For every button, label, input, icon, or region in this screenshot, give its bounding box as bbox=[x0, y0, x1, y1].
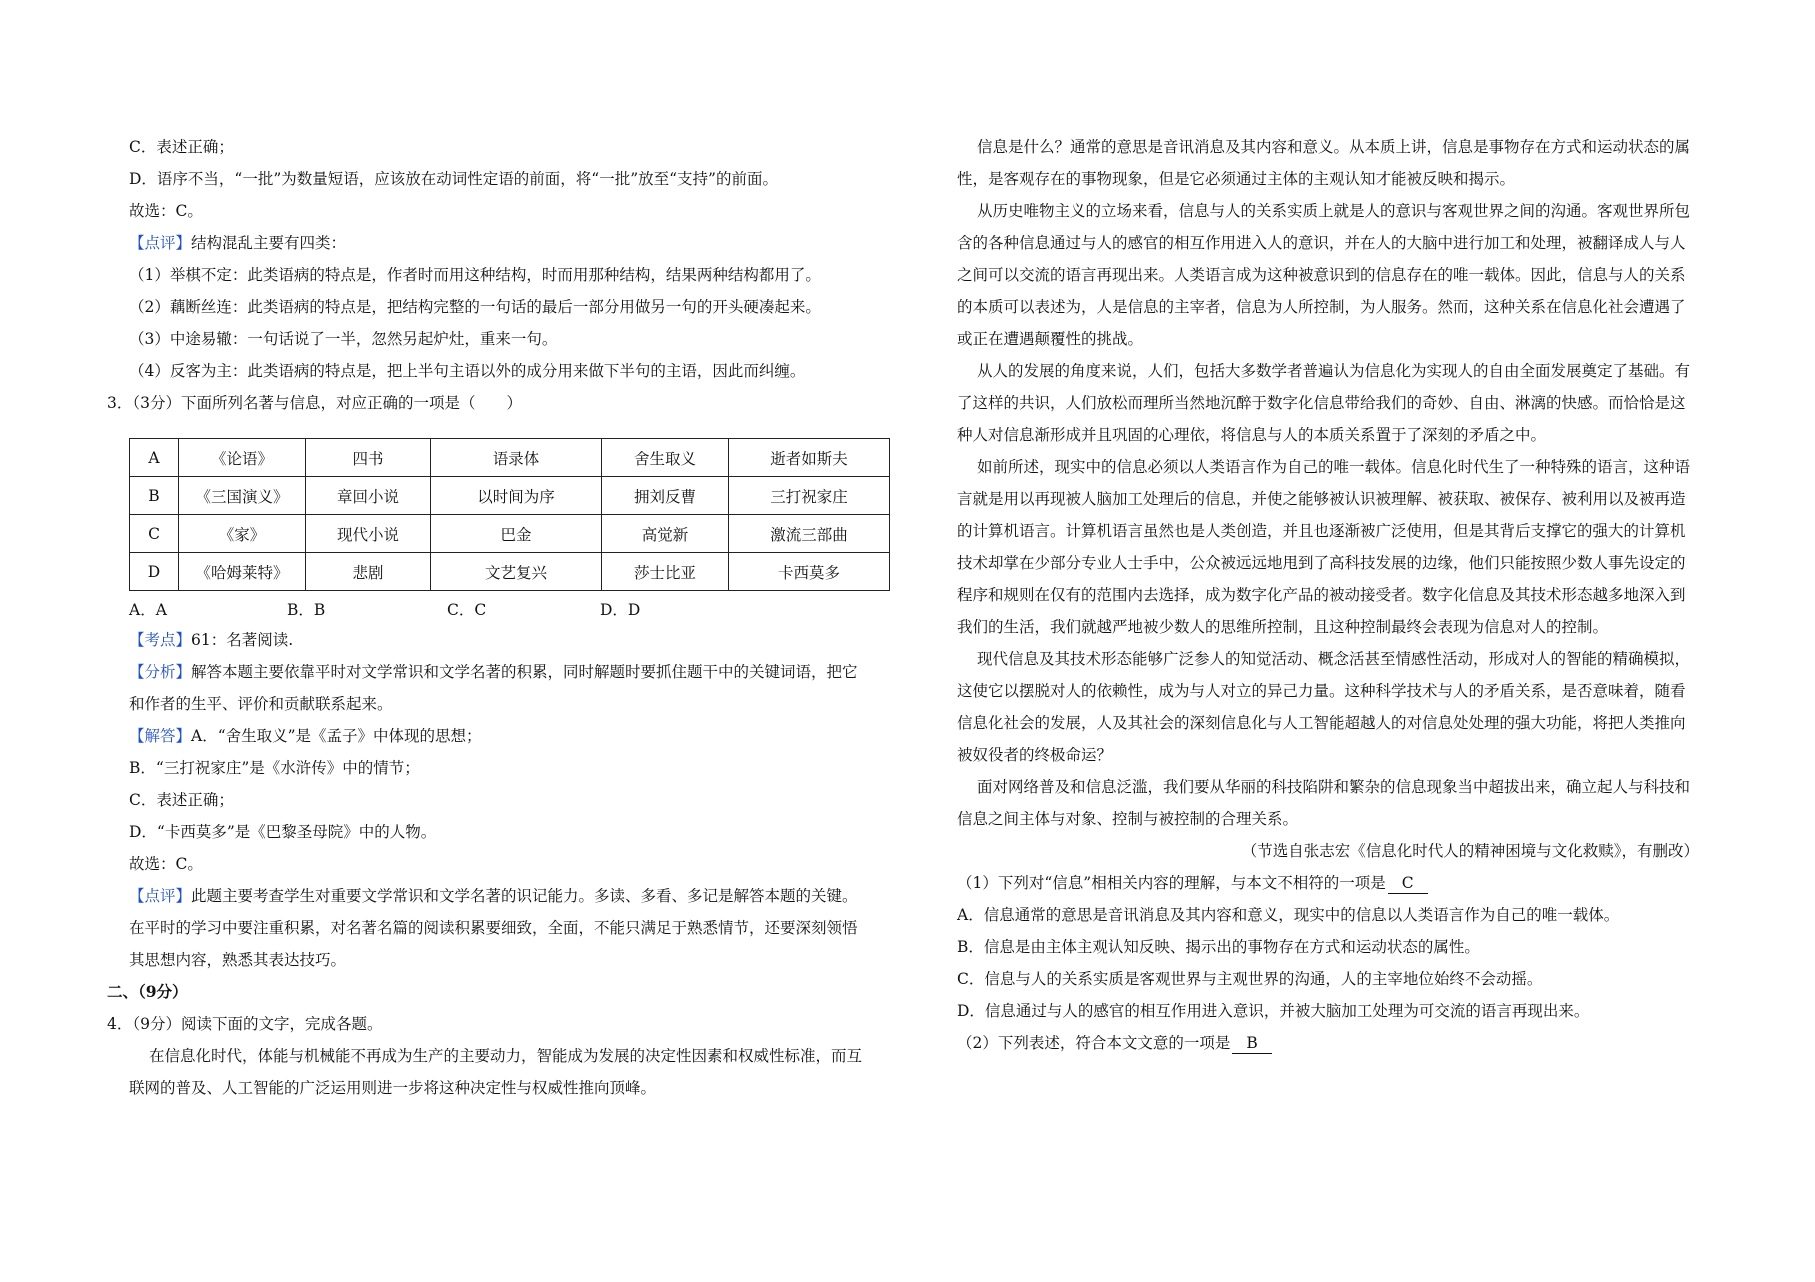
choice-b: B．信息是由主体主观认知反映、揭示出的事物存在方式和运动状态的属性。 bbox=[957, 938, 1480, 956]
text-line: 言就是用以再现被人脑加工处理后的信息，并使之能够被认识被理解、被获取、被保存、被利用以及被再造 bbox=[957, 490, 1686, 508]
table-cell: D bbox=[130, 553, 179, 591]
text-line: 在信息化时代，体能与机械能不再成为生产的主要动力，智能成为发展的决定性因素和权威性标准，而互 bbox=[149, 1047, 863, 1065]
table-cell: 四书 bbox=[306, 439, 431, 477]
table-cell: 卡西莫多 bbox=[729, 553, 890, 591]
table-cell: 逝者如斯夫 bbox=[729, 439, 890, 477]
text-line: 如前所述，现实中的信息必须以人类语言作为自己的唯一载体。信息化时代生了一种特殊的语言，这种语 bbox=[977, 458, 1691, 476]
text-line: C．表述正确； bbox=[129, 138, 234, 156]
text-line: 种人对信息渐形成并且巩固的心理依，将信息与人的本质关系置于了深刻的矛盾之中。 bbox=[957, 426, 1547, 444]
table-cell: 文艺复兴 bbox=[431, 553, 602, 591]
text-line: 故选：C。 bbox=[129, 855, 203, 873]
jieda-tag: 【解答】 bbox=[129, 727, 192, 745]
table-cell: 激流三部曲 bbox=[729, 515, 890, 553]
table-cell: 巴金 bbox=[431, 515, 602, 553]
table-cell: 悲剧 bbox=[306, 553, 431, 591]
question-4: 4．（9分）阅读下面的文字，完成各题。 bbox=[107, 1015, 383, 1033]
option-c: C．C bbox=[447, 601, 487, 619]
text-line: 在平时的学习中要注重积累，对名著名篇的阅读积累要细致，全面，不能只满足于熟悉情节，还要深刻领悟 bbox=[129, 919, 858, 937]
table-cell: 舍生取义 bbox=[602, 439, 729, 477]
text-line: 的本质可以表述为，人是信息的主宰者，信息为人所控制，为人服务。然而，这种关系在信息化社会遭遇了 bbox=[957, 298, 1686, 316]
answer-blank: C bbox=[1388, 873, 1428, 894]
text-line: 从历史唯物主义的立场来看，信息与人的关系实质上就是人的意识与客观世界之间的沟通。客观世界所包 bbox=[977, 202, 1691, 220]
text-line: C．表述正确； bbox=[129, 791, 234, 809]
table-cell: B bbox=[130, 477, 179, 515]
table-cell: 拥刘反曹 bbox=[602, 477, 729, 515]
question-text: （2）下列表述，符合本文文意的一项是 bbox=[957, 1034, 1231, 1052]
table-row bbox=[130, 553, 890, 591]
text-line: 程序和规则在仅有的范围内去选择，成为数字化产品的被动接受者。数字化信息及其技术形态越多地深入到 bbox=[957, 586, 1686, 604]
text-line: B．“三打祝家庄”是《水浒传》中的情节； bbox=[129, 759, 420, 777]
text-line: 这使它以摆脱对人的依赖性，成为与人对立的异己力量。这种科学技术与人的矛盾关系，是否意味着，随看 bbox=[957, 682, 1686, 700]
source-citation: （节选自张志宏《信息化时代人的精神困境与文化救赎》，有删改） bbox=[1241, 842, 1699, 860]
jieda-text: A．“舍生取义”是《孟子》中体现的思想； bbox=[191, 727, 482, 745]
text-line: 现代信息及其技术形态能够广泛参人的知觉活动、概念活甚至情感性活动，形成对人的智能的精确模拟， bbox=[977, 650, 1691, 668]
choice-d: D．信息通过与人的感官的相互作用进入意识，并被大脑加工处理为可交流的语言再现出来。 bbox=[957, 1002, 1590, 1020]
text-line: 其思想内容，熟悉其表达技巧。 bbox=[129, 951, 347, 969]
table-cell: 语录体 bbox=[431, 439, 602, 477]
text-line: 含的各种信息通过与人的感官的相互作用进入人的意识，并在人的大脑中进行加工和处理，被翻译成人与人 bbox=[957, 234, 1686, 252]
text-line: D．“卡西莫多”是《巴黎圣母院》中的人物。 bbox=[129, 823, 437, 841]
sub-question-2 bbox=[957, 1033, 1272, 1053]
answer-blank: B bbox=[1232, 1033, 1271, 1054]
review-1 bbox=[129, 233, 346, 253]
review-text: 此题主要考查学生对重要文学常识和文学名著的识记能力。多读、多看、多记是解答本题的关键。 bbox=[191, 887, 858, 905]
text-line: 和作者的生平、评价和贡献联系起来。 bbox=[129, 695, 393, 713]
text-line: 性，是客观存在的事物现象，但是它必须通过主体的主观认知才能被反映和揭示。 bbox=[957, 170, 1516, 188]
text-line: 被奴役者的终极命运？ bbox=[957, 746, 1113, 764]
kaodian bbox=[129, 630, 293, 650]
review-tag: 【点评】 bbox=[129, 234, 192, 252]
review-text: 结构混乱主要有四类： bbox=[191, 234, 347, 252]
table-cell: A bbox=[130, 439, 179, 477]
table-cell: 现代小说 bbox=[306, 515, 431, 553]
text-line: 信息是什么？通常的意思是音讯消息及其内容和意义。从本质上讲，信息是事物存在方式和运动状态的属 bbox=[977, 138, 1691, 156]
text-line: 面对网络普及和信息泛滥，我们要从华丽的科技陷阱和繁杂的信息现象当中超拔出来，确立起人与科技和 bbox=[977, 778, 1691, 796]
table-cell: C bbox=[130, 515, 179, 553]
text-line: 我们的生活，我们就越严地被少数人的思维所控制，且这种控制最终会表现为信息对人的控制。 bbox=[957, 618, 1609, 636]
text-line: 或正在遭遇颠覆性的挑战。 bbox=[957, 330, 1144, 348]
question-text: （1）下列对“信息”相相关内容的理解，与本文不相符的一项是 bbox=[957, 874, 1386, 892]
table-cell: 三打祝家庄 bbox=[729, 477, 890, 515]
sub-question-1 bbox=[957, 873, 1428, 893]
text-line: （4）反客为主：此类语病的特点是，把上半句主语以外的成分用来做下半句的主语，因此而纠缠。 bbox=[129, 362, 806, 380]
text-line: 信息化社会的发展，人及其社会的深刻信息化与人工智能超越人的对信息处处理的强大功能，将把人类推向 bbox=[957, 714, 1686, 732]
literature-table bbox=[129, 438, 890, 591]
table-cell: 章回小说 bbox=[306, 477, 431, 515]
table-cell: 《哈姆莱特》 bbox=[179, 553, 306, 591]
review-2 bbox=[129, 886, 858, 906]
text-line: 了这样的共识，人们放松而理所当然地沉醉于数字化信息带给我们的奇妙、自由、淋漓的快感。而恰恰是这 bbox=[957, 394, 1686, 412]
table-row bbox=[130, 439, 890, 477]
table-cell: 《家》 bbox=[179, 515, 306, 553]
table-cell: 高觉新 bbox=[602, 515, 729, 553]
option-d: D．D bbox=[600, 601, 641, 619]
kaodian-tag: 【考点】 bbox=[129, 631, 192, 649]
choice-a: A．信息通常的意思是音讯消息及其内容和意义，现实中的信息以人类语言作为自己的唯一载体。 bbox=[957, 906, 1620, 924]
option-b: B．B bbox=[287, 601, 326, 619]
text-line: 故选：C。 bbox=[129, 202, 203, 220]
jieda bbox=[129, 726, 482, 746]
table-cell: 《论语》 bbox=[179, 439, 306, 477]
text-line: （2）藕断丝连：此类语病的特点是，把结构完整的一句话的最后一部分用做另一句的开头硬凑起来。 bbox=[129, 298, 821, 316]
section-heading: 二、（9分） bbox=[107, 982, 188, 1001]
text-line: 信息之间主体与对象、控制与被控制的合理关系。 bbox=[957, 810, 1299, 828]
text-line: 的计算机语言。计算机语言虽然也是人类创造，并且也逐渐被广泛使用，但是其背后支撑它的强大的计算机 bbox=[957, 522, 1686, 540]
table-row bbox=[130, 515, 890, 553]
question-3: 3．（3分）下面所列名著与信息，对应正确的一项是（ ） bbox=[107, 394, 522, 412]
table-row bbox=[130, 477, 890, 515]
text-line: 之间可以交流的语言再现出来。人类语言成为这种被意识到的信息存在的唯一载体。因此，信息与人的关系 bbox=[957, 266, 1686, 284]
kaodian-text: 61：名著阅读. bbox=[191, 631, 294, 649]
choice-c: C．信息与人的关系实质是客观世界与主观世界的沟通，人的主宰地位始终不会动摇。 bbox=[957, 970, 1543, 988]
text-line: （3）中途易辙：一句话说了一半，忽然另起炉灶，重来一句。 bbox=[129, 330, 558, 348]
text-line: 联网的普及、人工智能的广泛运用则进一步将这种决定性与权威性推向顶峰。 bbox=[129, 1079, 657, 1097]
table-cell: 《三国演义》 bbox=[179, 477, 306, 515]
fenxi-tag: 【分析】 bbox=[129, 663, 192, 681]
text-line: 技术却掌在少部分专业人士手中，公众被远远地甩到了高科技发展的边缘，他们只能按照少数人事先设定的 bbox=[957, 554, 1686, 572]
text-line: D．语序不当，“一批”为数量短语，应该放在动词性定语的前面，将“一批”放至“支持”的前面。 bbox=[129, 170, 778, 188]
review-tag: 【点评】 bbox=[129, 887, 192, 905]
option-a: A．A bbox=[129, 601, 167, 619]
text-line: 从人的发展的角度来说，人们，包括大多数学者普遍认为信息化为实现人的自由全面发展奠定了基础。有 bbox=[977, 362, 1691, 380]
fenxi-text: 解答本题主要依靠平时对文学常识和文学名著的积累，同时解题时要抓住题干中的关键词语，把它 bbox=[191, 663, 858, 681]
text-line: （1）举棋不定：此类语病的特点是，作者时而用这种结构，时而用那种结构，结果两种结构都用了。 bbox=[129, 266, 821, 284]
table-cell: 莎士比亚 bbox=[602, 553, 729, 591]
table-cell: 以时间为序 bbox=[431, 477, 602, 515]
fenxi bbox=[129, 662, 858, 682]
